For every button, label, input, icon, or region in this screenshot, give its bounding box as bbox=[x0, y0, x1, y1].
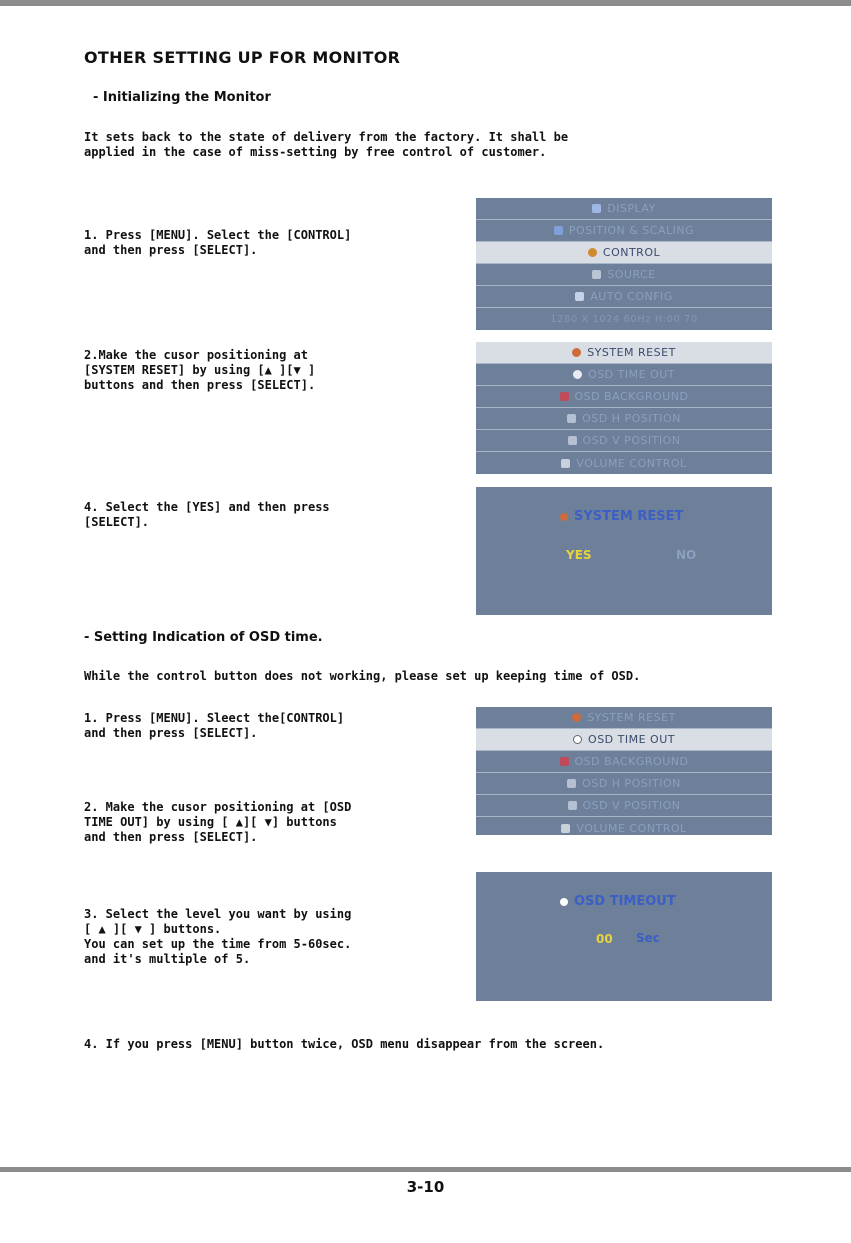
clock-icon bbox=[560, 898, 568, 906]
position-icon bbox=[554, 226, 563, 235]
osd-control-item-time-out: OSD TIME OUT bbox=[476, 729, 772, 751]
h-position-icon bbox=[567, 779, 576, 788]
section-heading-osd-time: - Setting Indication of OSD time. bbox=[84, 630, 323, 645]
osd-menu-item-source: SOURCE bbox=[476, 264, 772, 286]
step-2-text-osd: 2. Make the cusor positioning at [OSD TIME OUT] by using [ ▲][ ▼] buttons and then press [SELECT]. bbox=[84, 800, 352, 844]
section-intro-initializing: It sets back to the state of delivery from the factory. It shall be applied in the case of miss-setting by free control of customer. bbox=[84, 130, 569, 159]
display-icon bbox=[592, 204, 601, 213]
osd-menu-item-control: CONTROL bbox=[476, 242, 772, 264]
dialog-title: SYSTEM RESET bbox=[560, 509, 683, 524]
step-1-text: 1. Press [MENU]. Select the [CONTROL] and then press [SELECT]. bbox=[84, 228, 352, 257]
osd-control-item-volume: VOLUME CONTROL bbox=[476, 452, 772, 474]
system-reset-icon bbox=[560, 513, 568, 521]
page-title: OTHER SETTING UP FOR MONITOR bbox=[84, 48, 401, 67]
osd-control-item-system-reset: SYSTEM RESET bbox=[476, 342, 772, 364]
clock-icon bbox=[573, 370, 582, 379]
top-rule bbox=[0, 0, 851, 6]
osd-control-item-v-position: OSD V POSITION bbox=[476, 795, 772, 817]
section-heading-initializing: - Initializing the Monitor bbox=[93, 90, 271, 105]
background-icon bbox=[560, 392, 569, 401]
timeout-unit: Sec bbox=[636, 931, 660, 945]
page-number: 3-10 bbox=[406, 1178, 445, 1196]
osd-control-item-h-position: OSD H POSITION bbox=[476, 408, 772, 430]
volume-icon bbox=[561, 459, 570, 468]
footer-rule bbox=[0, 1167, 851, 1172]
osd-control-item-time-out: OSD TIME OUT bbox=[476, 364, 772, 386]
section-intro-osd-time: While the control button does not working, please set up keeping time of OSD. bbox=[84, 669, 641, 683]
auto-config-icon bbox=[575, 292, 584, 301]
step-3-text-osd: 3. Select the level you want by using [ ▲ ][ ▼ ] buttons. You can set up the time from 5-60sec. and it's multiple of 5. bbox=[84, 907, 352, 966]
clock-icon bbox=[573, 735, 582, 744]
osd-system-reset-dialog bbox=[476, 487, 772, 615]
no-option: NO bbox=[676, 548, 697, 562]
osd-control-item-background: OSD BACKGROUND bbox=[476, 751, 772, 773]
osd-control-menu-timeout bbox=[476, 707, 772, 835]
source-icon bbox=[592, 270, 601, 279]
osd-main-menu bbox=[476, 198, 772, 330]
step-4-text: 4. Select the [YES] and then press [SELECT]. bbox=[84, 500, 330, 529]
osd-control-item-v-position: OSD V POSITION bbox=[476, 430, 772, 452]
background-icon bbox=[560, 757, 569, 766]
volume-icon bbox=[561, 824, 570, 833]
osd-control-item-background: OSD BACKGROUND bbox=[476, 386, 772, 408]
osd-menu-item-display: DISPLAY bbox=[476, 198, 772, 220]
dialog-title: OSD TIMEOUT bbox=[560, 894, 676, 909]
osd-timeout-dialog bbox=[476, 872, 772, 1001]
timeout-value: 00 bbox=[596, 932, 613, 946]
osd-control-item-volume: VOLUME CONTROL bbox=[476, 817, 772, 839]
step-4-text-osd: 4. If you press [MENU] button twice, OSD menu disappear from the screen. bbox=[84, 1037, 605, 1051]
system-reset-icon bbox=[572, 348, 581, 357]
control-icon bbox=[588, 248, 597, 257]
system-reset-icon bbox=[572, 713, 581, 722]
step-1-text-osd: 1. Press [MENU]. Sleect the[CONTROL] and then press [SELECT]. bbox=[84, 711, 345, 740]
osd-control-item-h-position: OSD H POSITION bbox=[476, 773, 772, 795]
osd-menu-item-auto-config: AUTO CONFIG bbox=[476, 286, 772, 308]
osd-status-footer: 1280 X 1024 60Hz H:00 70 bbox=[550, 313, 698, 325]
v-position-icon bbox=[568, 801, 577, 810]
v-position-icon bbox=[568, 436, 577, 445]
h-position-icon bbox=[567, 414, 576, 423]
yes-option: YES bbox=[566, 548, 592, 562]
step-2-text: 2.Make the cusor positioning at [SYSTEM RESET] by using [▲ ][▼ ] buttons and then press [SELECT]. bbox=[84, 348, 316, 392]
osd-control-menu-reset bbox=[476, 342, 772, 474]
osd-menu-item-position: POSITION & SCALING bbox=[476, 220, 772, 242]
osd-control-item-system-reset: SYSTEM RESET bbox=[476, 707, 772, 729]
